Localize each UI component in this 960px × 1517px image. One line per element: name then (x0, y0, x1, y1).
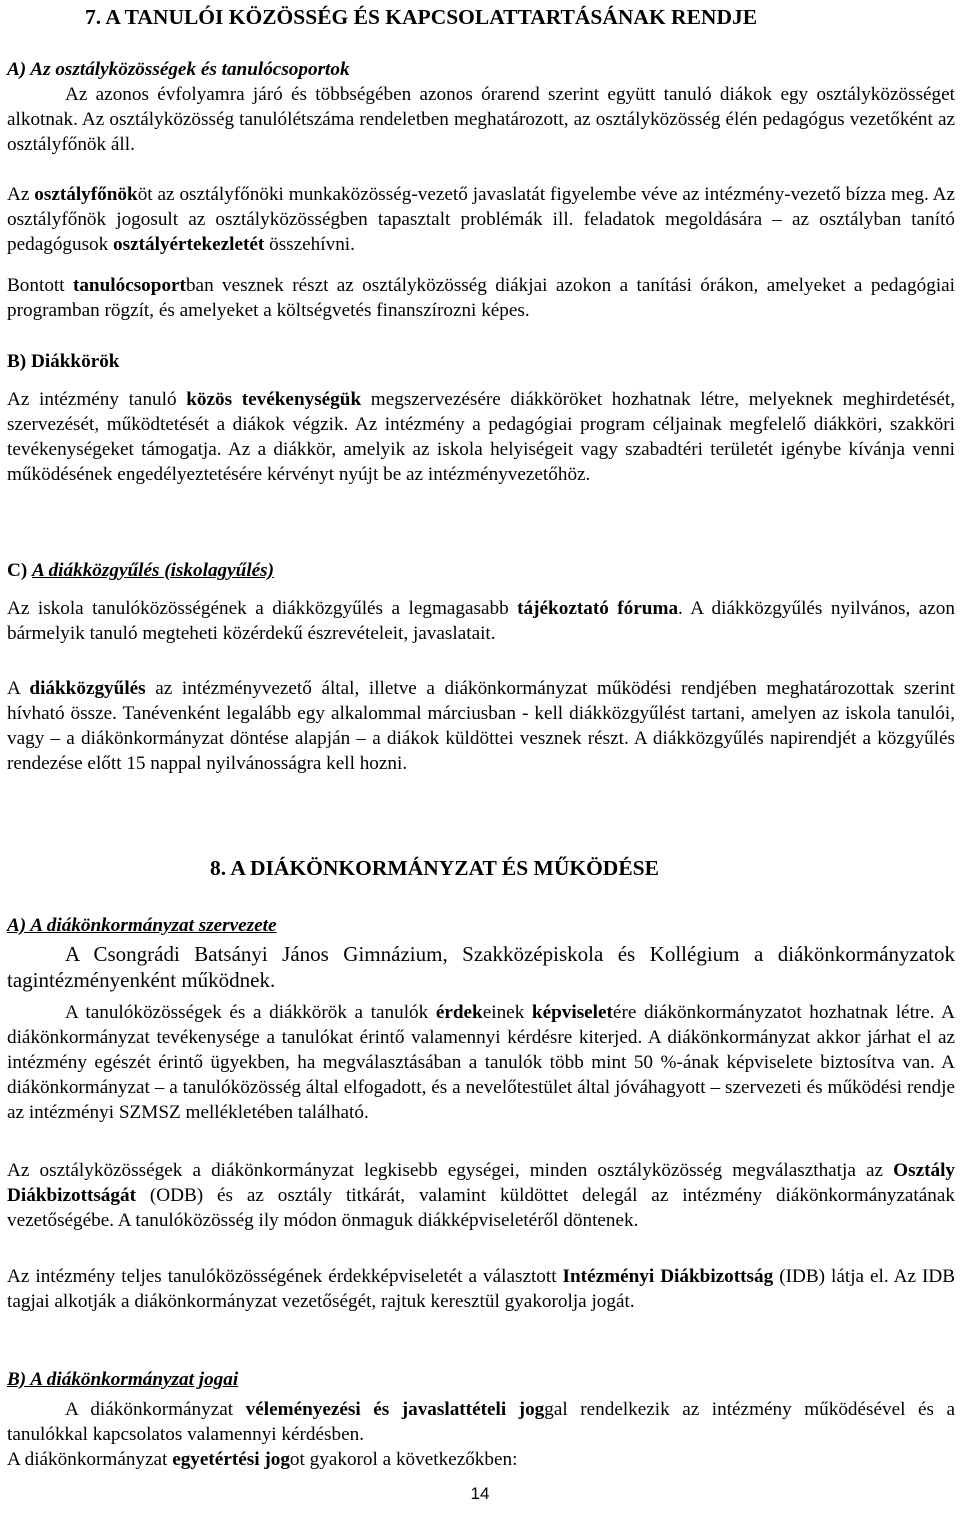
paragraph: Az azonos évfolyamra járó és többségében azonos órarend szerint együtt tanuló diákok egy osztályközösséget alkotnak. Az osztályközösség tanulólétszáma rendeletben meghatározott, az osztályközösség élén pedagógus vezetőként az osztályfőnök áll. (7, 84, 955, 155)
section-8a-p3 (7, 1158, 955, 1233)
paragraph: Az osztályközösségek a diákönkormányzat legkisebb egységei, minden osztályközösség megválaszthatja az Osztály Diákbizottságát (ODB) és az osztály titkárát, valamint küldöttet delegál az intézmény diákönkormányzatának vezetőségébe. A tanulóközösség ily módon önmaguk diákképviseletéről döntenek. (7, 1160, 955, 1231)
section-7a-heading: A) Az osztályközösségek és tanulócsoportok (7, 59, 350, 80)
paragraph: A diákönkormányzat egyetértési jogot gyakorol a következőkben: (7, 1449, 518, 1470)
paragraph: Az intézmény tanuló közös tevékenységük megszervezésére diákköröket hozhatnak létre, melyeknek meghirdetését, szervezését, működtetését a diákok végzik. Az intézmény a pedagógiai program céljainak megfelelő diákköri, szakköri tevékenységeket támogatja. Az a diákkör, amelyik az iskola helyiségeit vagy szabadtéri területét igénybe kívánja venni működésének engedélyeztetésére kérvényt nyújt be az intézményvezetőhöz. (7, 389, 956, 485)
paragraph: Az intézmény teljes tanulóközösségének érdekképviseletét a választott Intézményi Diákbizottság (IDB) látja el. Az IDB tagjai alkotják a diákönkormányzat vezetőségét, rajtuk keresztül gyakorolja jogát. (7, 1266, 956, 1312)
section-7b-p1 (7, 387, 955, 487)
paragraph: Bontott tanulócsoportban vesznek részt az osztályközösség diákjai azokon a tanítási órákon, amelyeket a pedagógiai programban rögzít, és amelyeket a költségvetés finanszírozni képes. (7, 275, 955, 321)
section-7b-heading: B) Diákkörök (7, 351, 120, 372)
section-7c (7, 558, 955, 583)
section-7a-p3 (7, 273, 955, 323)
section-7a-p2 (7, 182, 955, 257)
section-8-title: 8. A DIÁKÖNKORMÁNYZAT ÉS MŰKÖDÉSE (210, 856, 659, 880)
section-8a-p2 (7, 1000, 955, 1125)
paragraph: A diákközgyűlés az intézményvezető által, illetve a diákönkormányzat működési rendjében meghatározottak szerint hívható össze. Tanévenként legalább egy alkalommal márciusban - kell diákközgyűlést tartani, amelyen az iskola tanulói, vagy – a diákönkormányzat döntése alapján – a diákok küldöttei vesznek részt. A diákközgyűlés napirendjét a közgyűlés rendezése előtt 15 nappal nyilvánosságra kell hozni. (7, 678, 955, 774)
paragraph: A tanulóközösségek és a diákkörök a tanulók érdekeinek képviseletére diákönkormányzatot hozhatnak létre. A diákönkormányzat tevékenysége a tanulókat érintő valamennyi kérdésre kiterjed. A diákönkormányzat akkor járhat el az intézmény egészét érintő ügyekben, ha megválasztásában a tanulók több mint 50 %-ának képviselete biztosítva van. A diákönkormányzat – a tanulóközösség által elfogadott, és a nevelőtestület által jóváhagyott – szervezeti és működési rendje az intézményi SZMSZ mellékletében található. (7, 1002, 956, 1123)
page-number: 14 (470, 1484, 490, 1503)
section-7a (7, 57, 955, 157)
section-7b (7, 349, 955, 374)
section-8a-heading: A) A diákönkormányzat szervezete (7, 915, 277, 936)
section-7c-heading: C) A diákközgyűlés (iskolagyűlés) (7, 560, 275, 581)
section-7-title: 7. A TANULÓI KÖZÖSSÉG ÉS KAPCSOLATTARTÁSÁNAK RENDJE (85, 5, 758, 29)
section-7c-p2 (7, 676, 955, 776)
paragraph: A Csongrádi Batsányi János Gimnázium, Szakközépiskola és Kollégium a diákönkormányzatok tagintézményenként működnek. (7, 942, 955, 992)
paragraph: A diákönkormányzat véleményezési és javaslattételi joggal rendelkezik az intézmény működésével és a tanulókkal kapcsolatos valamennyi kérdésben. (7, 1399, 956, 1445)
section-8a-p4 (7, 1264, 955, 1314)
paragraph: Az osztályfőnököt az osztályfőnöki munkaközösség-vezető javaslatát figyelembe véve az intézmény-vezető bízza meg. Az osztályfőnök jogosult az osztályközösségben tapasztalt problémák ill. feladatok megoldására – az osztályban tanító pedagógusok osztályértekezletét összehívni. (7, 184, 955, 255)
section-8b-heading: B) A diákönkormányzat jogai (7, 1369, 239, 1390)
section-7c-p1 (7, 596, 955, 646)
paragraph: Az iskola tanulóközösségének a diákközgyűlés a legmagasabb tájékoztató fóruma. A diákközgyűlés nyilvános, azon bármelyik tanuló megteheti közérdekű észrevételeit, javaslatait. (7, 598, 955, 644)
section-8a (7, 913, 955, 993)
section-8b (7, 1367, 955, 1472)
